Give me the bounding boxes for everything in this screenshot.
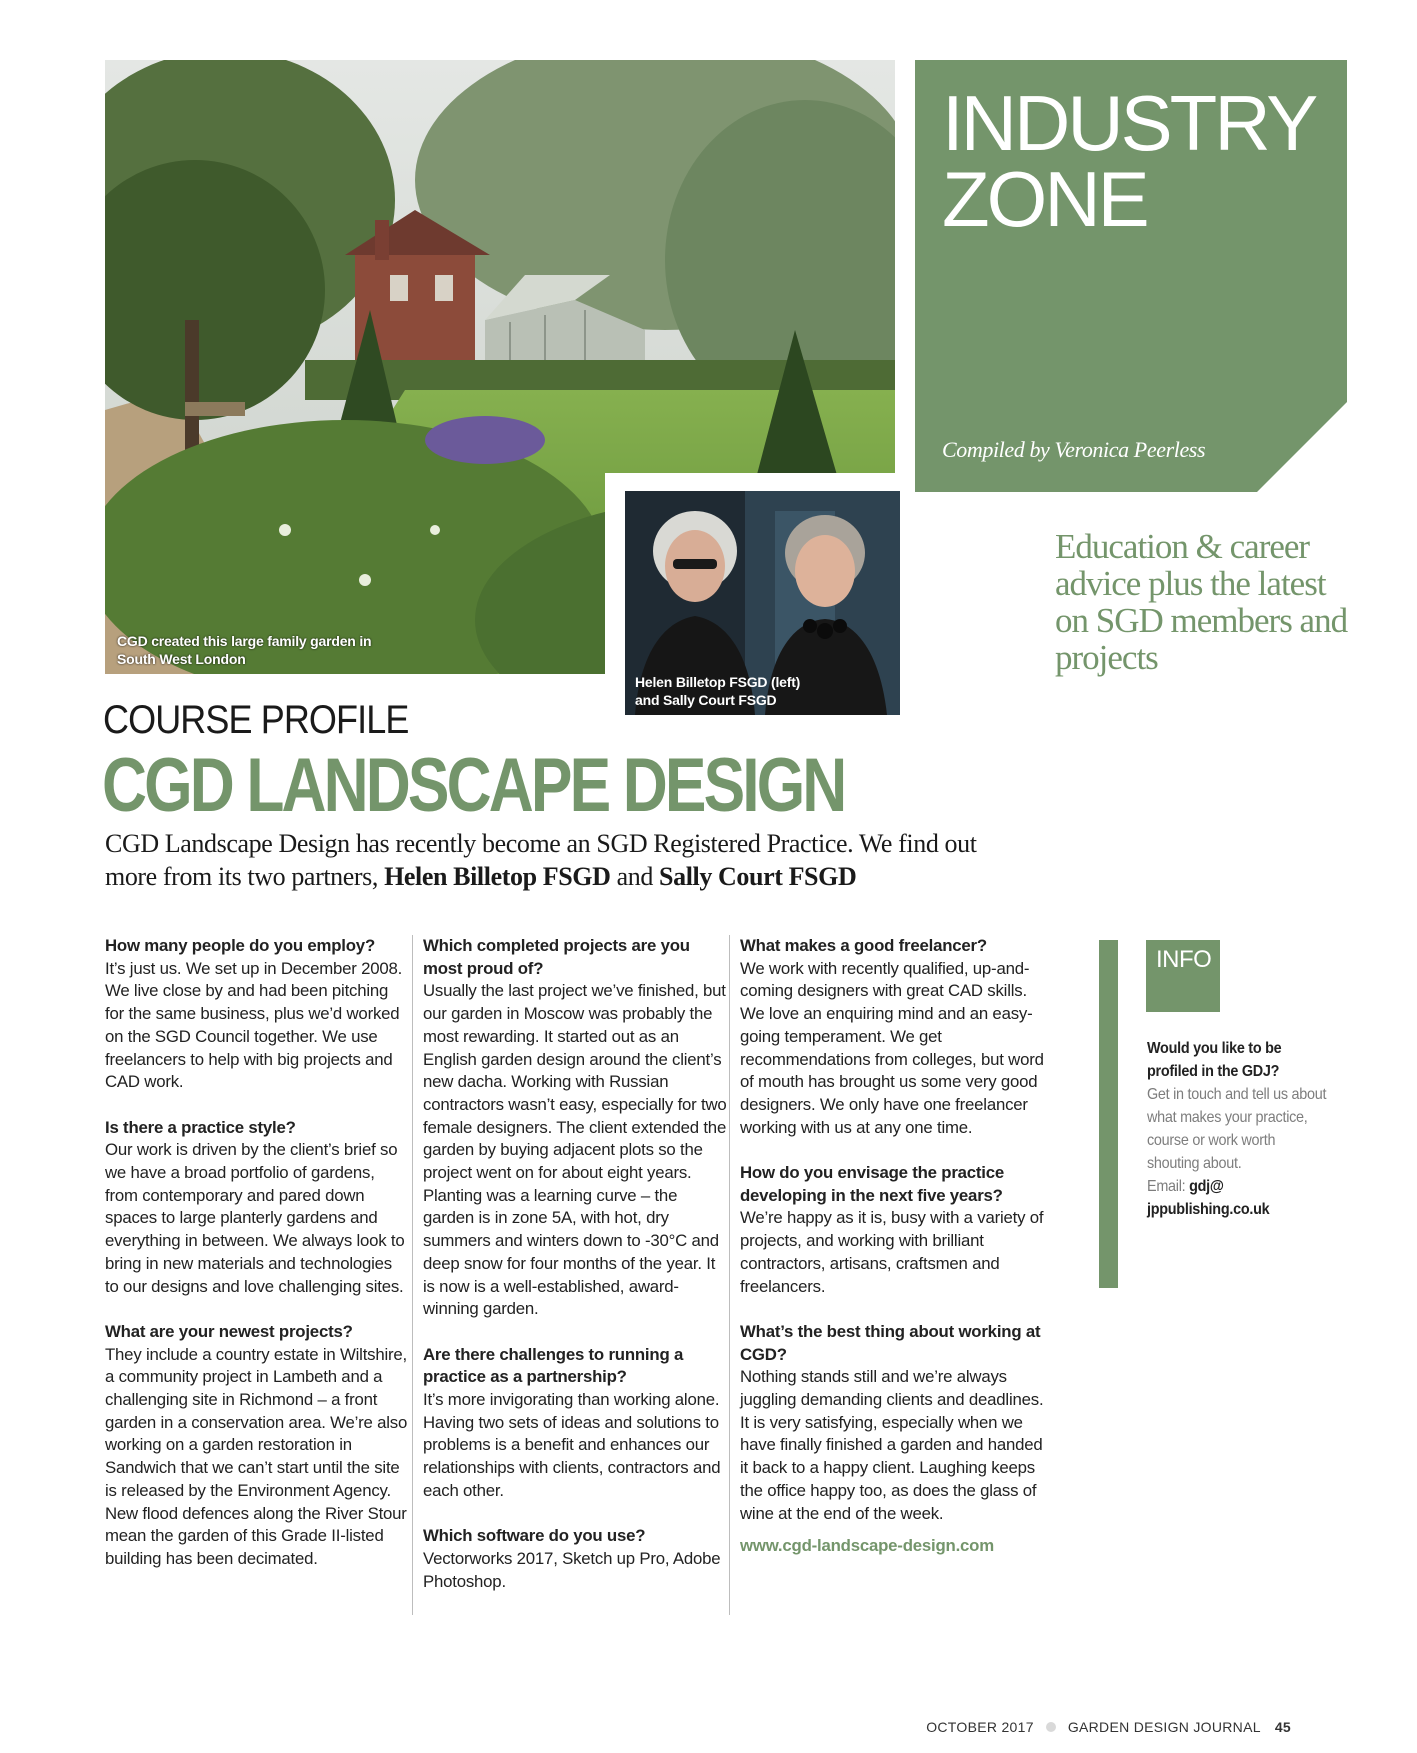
interview-answer: We work with recently qualified, up-and-coming designers with great CAD skills. We love an enquiring mind and an easy-going temperament. We get recommendations from colleges, but word of mouth has brought us some very good designers. We only have one freelancer working with us at any one time. [740, 958, 1044, 1137]
interview-question: Are there challenges to running a practice as a partnership? [423, 1344, 684, 1387]
partner-name-2: Sally Court FSGD [659, 862, 857, 891]
interview-question: What are your newest projects? [105, 1321, 353, 1341]
footer-separator-dot [1046, 1722, 1056, 1732]
article-kicker: COURSE PROFILE [103, 698, 409, 742]
publication-name: GARDEN DESIGN JOURNAL [1067, 1719, 1261, 1735]
interview-answer: We’re happy as it is, busy with a variety of projects, and working with brilliant contractors, artisans, craftsmen and freelancers. [740, 1208, 1044, 1296]
standfirst-intro: CGD Landscape Design has recently become an SGD Registered Practice. We find out more from its two partners, [105, 829, 977, 891]
partner-name-1: Helen Billetop FSGD [384, 862, 611, 891]
info-email-link[interactable]: gdj@ jppublishing.co.uk [1147, 1178, 1270, 1218]
partners-caption-line1: Helen Billetop FSGD (left) [635, 674, 801, 690]
garden-photo-caption: CGD created this large family garden in South West London [117, 633, 372, 667]
interview-item [740, 1162, 1050, 1298]
interview-answer: Nothing stands still and we’re always juggling demanding clients and deadlines. It is very satisfying, especially when we have finally finished a garden and handed it back to a happy client. Laughing keeps the office happy too, as does the glass of wine at the end of the week. [740, 1367, 1044, 1523]
interview-question: What’s the best thing about working at CGD? [740, 1321, 1041, 1364]
interview-item [423, 1344, 728, 1503]
info-body [1147, 1083, 1327, 1221]
interview-answer: They include a country estate in Wiltshire, a community project in Lambeth and a challenging site in Richmond – a front garden in a conservation area. We’re also working on a garden restoration in Sandwich that we can’t start until the site is released by the Environment Agency. New flood defences along the River Stour mean the garden of this Grade II-listed building has been decimated. [105, 1344, 408, 1568]
article-column-3 [740, 935, 1050, 1558]
standfirst-and: and [610, 862, 660, 891]
interview-item [423, 1525, 728, 1593]
interview-answer: It’s just us. We set up in December 2008. We live close by and had been pitching for the same business, plus we’d worked on the SGD Council together. We use freelancers to help with big projects and CAD work. [105, 958, 403, 1092]
interview-answer: Usually the last project we’ve finished, but our garden in Moscow was probably the most rewarding. It started out as an English garden design around the client’s new dacha. Working with Russian contractors wasn’t easy, especially for two female designers. The client extended the garden by buying adjacent plots so the project went on for about eight years. Planting was a learning curve – the garden is in zone 5A, with hot, dry summers and winters down to -30°C and deep snow for four months of the year. It is now is a well-established, award-winning garden. [423, 981, 727, 1319]
info-email-label: Email: [1147, 1178, 1190, 1195]
info-text [1147, 1037, 1327, 1221]
section-title-line2: ZONE [942, 155, 1147, 243]
interview-question: How many people do you employ? [105, 936, 375, 955]
interview-question: Which software do you use? [423, 1526, 646, 1546]
page-number: 45 [1274, 1719, 1291, 1735]
interview-item [105, 1321, 410, 1571]
interview-question: What makes a good freelancer? [740, 936, 987, 955]
interview-item [740, 935, 1050, 1139]
compiler-credit: Compiled by Veronica Peerless [942, 437, 1206, 462]
info-label: INFO [1156, 946, 1212, 973]
interview-item [105, 1117, 410, 1299]
interview-question: How do you envisage the practice developing in the next five years? [740, 1163, 1005, 1205]
info-body-text: Get in touch and tell us about what makes your practice, course or work worth shouting about. [1147, 1086, 1327, 1172]
interview-item [423, 935, 728, 1321]
interview-answer: Vectorworks 2017, Sketch up Pro, Adobe Photoshop. [423, 1548, 721, 1591]
partners-photo-caption [635, 673, 885, 709]
article-column-1 [105, 935, 410, 1593]
info-question: Would you like to be profiled in the GDJ? [1147, 1040, 1282, 1080]
interview-item [740, 1321, 1050, 1525]
section-tagline: Education & career advice plus the latest on SGD members and projects [1055, 527, 1348, 677]
interview-answer: Our work is driven by the client’s brief so we have a broad portfolio of gardens, from contemporary and pared down spaces to large planterly gardens and everything in between. We always look to bring in new materials and technologies to our designs and love challenging sites. [105, 1140, 405, 1296]
article-headline: CGD LANDSCAPE DESIGN [102, 743, 845, 828]
article-column-2 [423, 935, 728, 1616]
interview-answer: It’s more invigorating than working alone. Having two sets of ideas and solutions to problems is a benefit and enhances our relationships with clients, contractors and each other. [423, 1390, 721, 1500]
partners-photo-frame [605, 473, 910, 721]
column-divider [412, 935, 413, 1615]
section-title-line1: INDUSTRY [942, 79, 1316, 167]
article-standfirst [105, 827, 1005, 893]
interview-question: Which completed projects are you most proud of? [423, 936, 690, 978]
interview-item [105, 935, 410, 1094]
column-divider [729, 935, 730, 1615]
partners-caption-line2: and Sally Court FSGD [635, 692, 777, 708]
section-title [942, 79, 1342, 243]
page-footer [926, 1719, 1291, 1735]
interview-question: Is there a practice style? [105, 1117, 296, 1137]
issue-date: OCTOBER 2017 [926, 1719, 1034, 1735]
website-link[interactable]: www.cgd-landscape-design.com [740, 1536, 994, 1556]
info-sidebar-bar [1099, 940, 1118, 1288]
